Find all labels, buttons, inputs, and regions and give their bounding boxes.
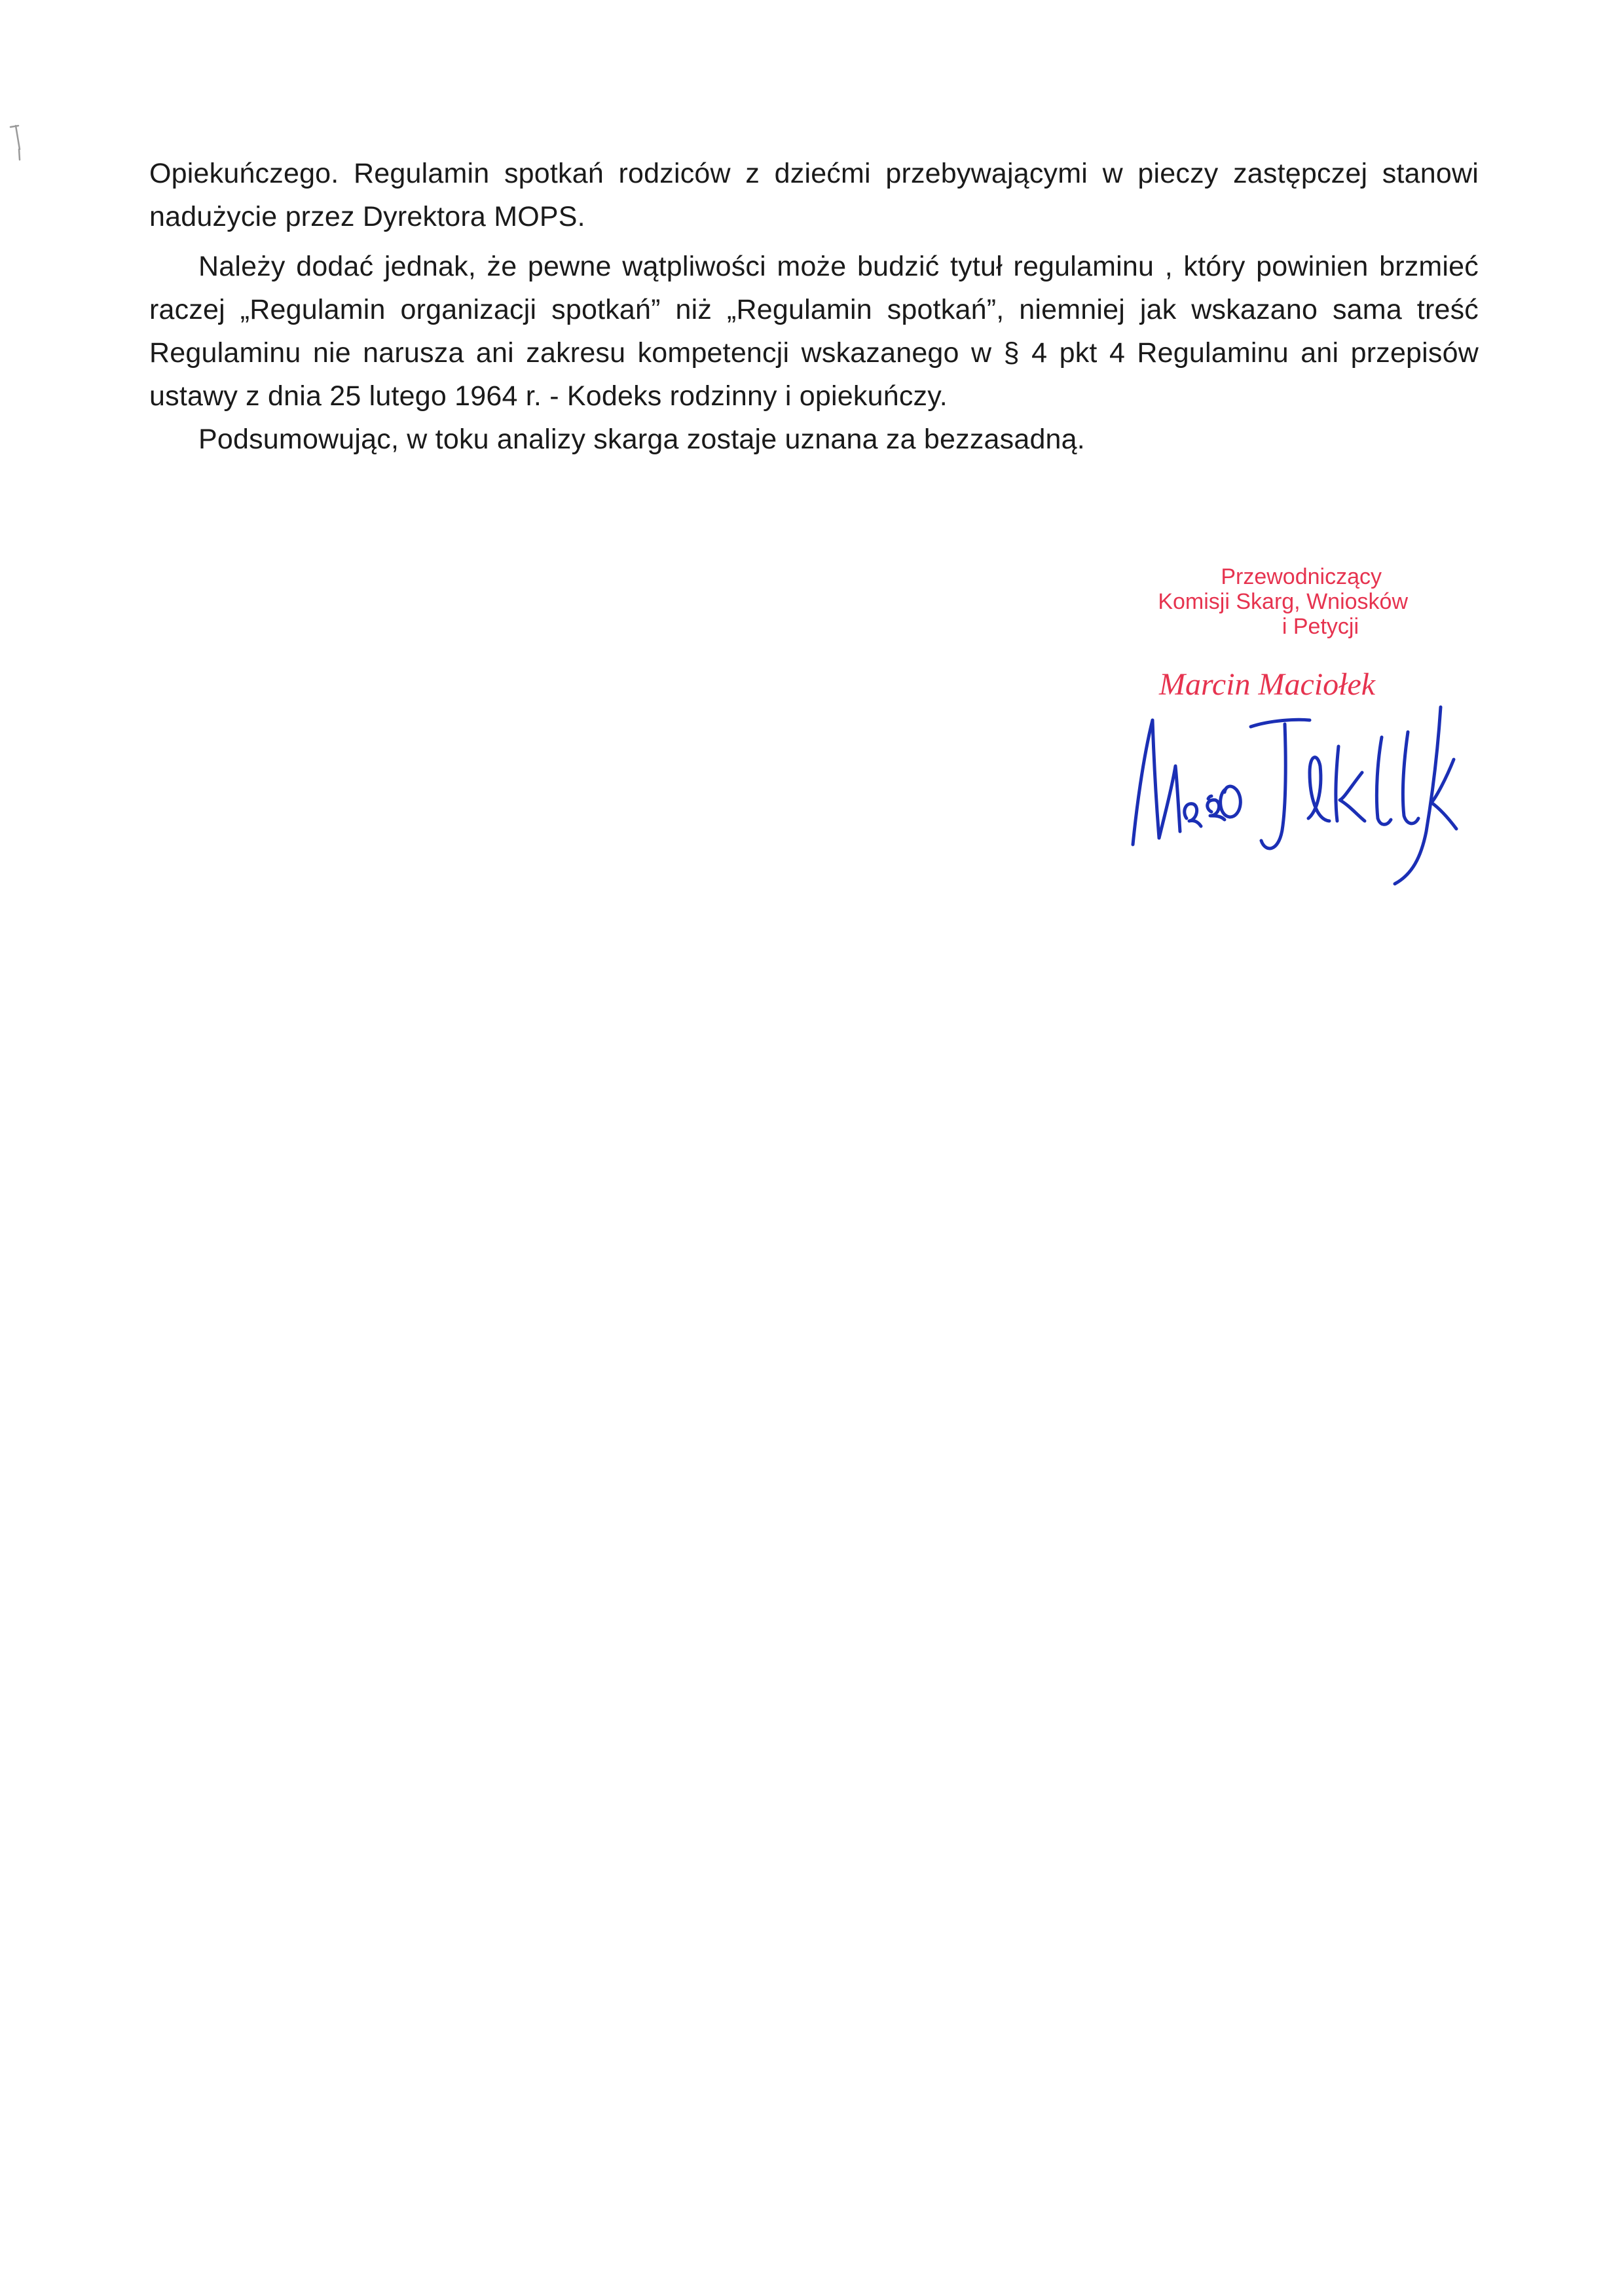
document-body [149,152,1479,461]
paragraph-2: Należy dodać jednak, że pewne wątpliwości może budzić tytuł regulaminu , który powinien brzmieć raczej „Regulamin organizacji spotkań” niż „Regulamin spotkań”, niemniej jak wskazano sama treść Regulaminu nie narusza ani zakresu kompetencji wskazanego w § 4 pkt 4 Regulaminu ani przepisów ustawy z dnia 25 lutego 1964 r. - Kodeks rodzinny i opiekuńczy. [149,251,1479,412]
official-stamp [1113,564,1428,639]
handwritten-signature-icon [1113,681,1480,890]
stamp-title-line-1: Przewodniczący [1221,564,1382,589]
stamp-name: Marcin Maciołek [1159,667,1376,702]
paragraph-1: Opiekuńczego. Regulamin spotkań rodziców z dziećmi przebywającymi w pieczy zastępczej stanowi nadużycie przez Dyrektora MOPS. [149,158,1479,232]
scan-artifact-icon [8,123,25,162]
stamp-title-line-2: Komisji Skarg, Wniosków [1158,589,1408,614]
paragraph-3: Podsumowując, w toku analizy skarga zostaje uznana za bezzasadną. [198,424,1085,455]
stamp-title-line-3: i Petycji [1282,614,1359,639]
